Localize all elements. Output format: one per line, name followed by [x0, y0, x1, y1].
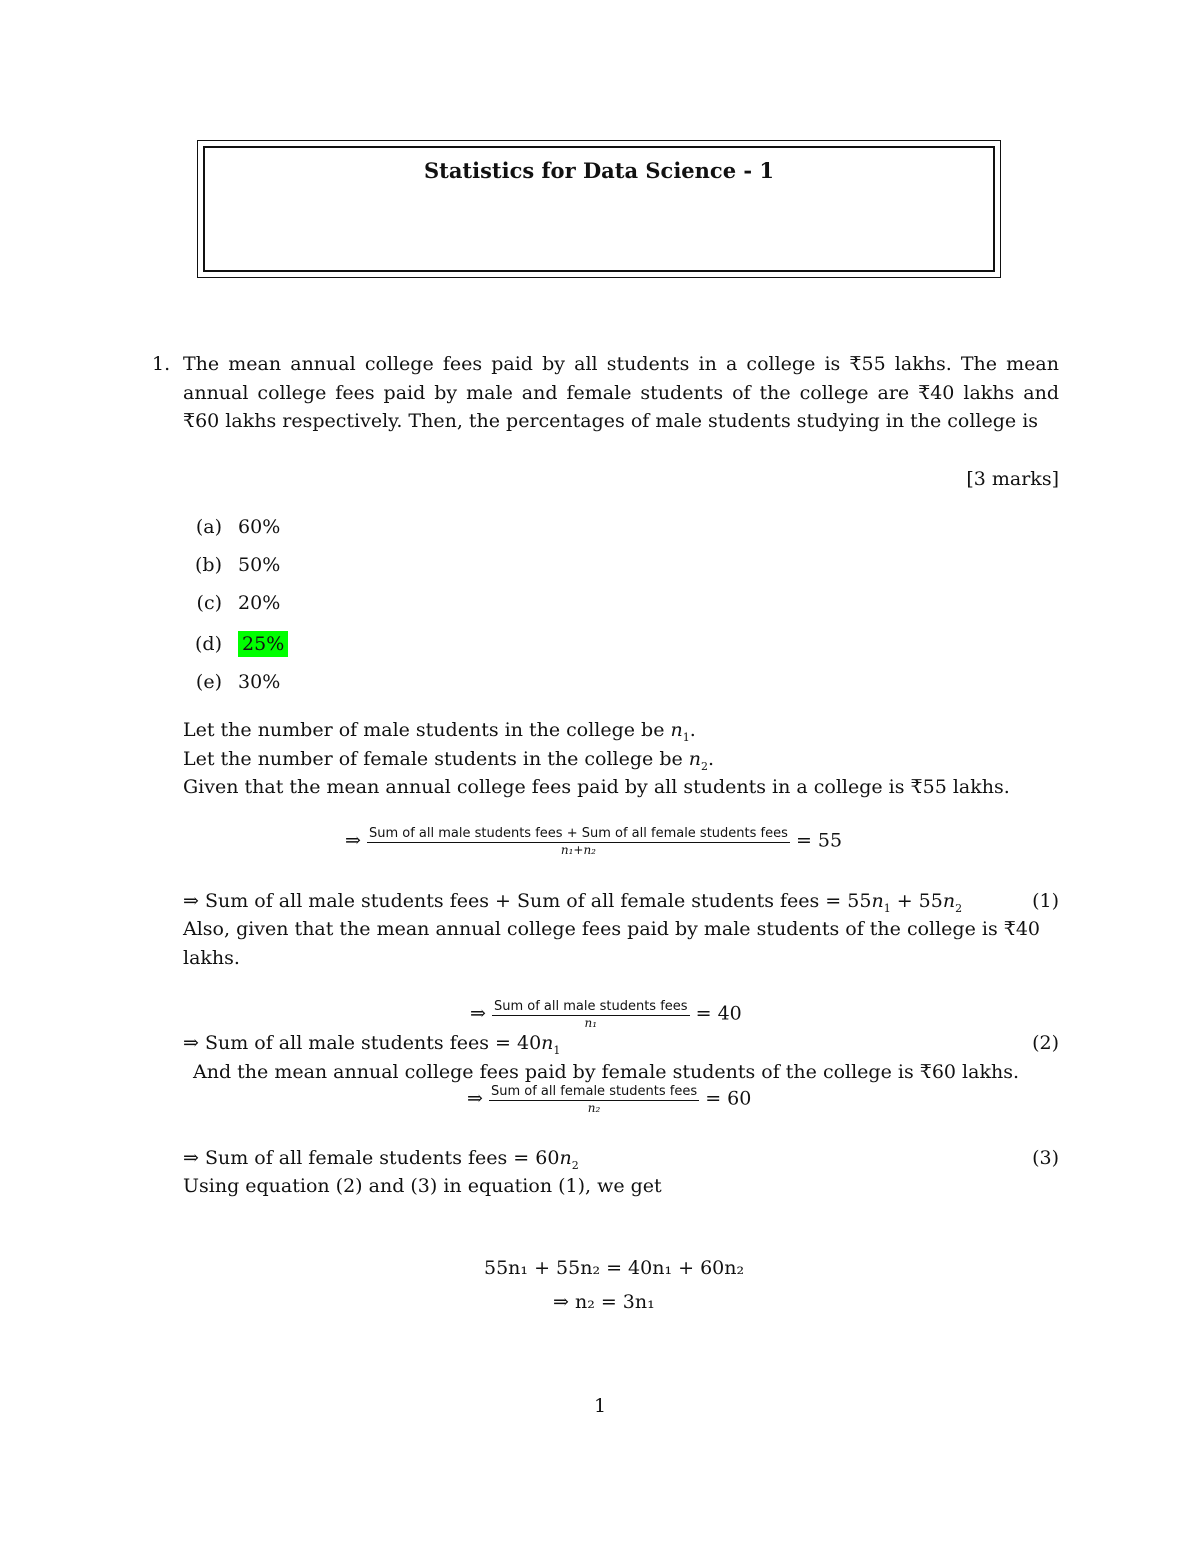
solution-line-6: Using equation (2) and (3) in equation (1), we get: [183, 1175, 662, 1197]
final-equation-2: ⇒ n₂ = 3n₁: [553, 1291, 655, 1313]
option-e-label: (e): [195, 671, 222, 693]
option-b-label: (b): [195, 554, 222, 576]
title-box-inner-border: [203, 146, 995, 272]
equation-fraction-2: ⇒ $\frac{\text{Sum of all male students fees}}{\text{n₁}}$ = 40: [470, 999, 742, 1030]
final-equation-1: 55n₁ + 55n₂ = 40n₁ + 60n₂: [484, 1257, 745, 1279]
option-a: [182, 513, 280, 541]
question-line-3: ₹60 lakhs respectively. Then, the percentages of male students studying in the college is: [183, 410, 1039, 432]
option-b: [182, 551, 280, 579]
fraction-3-denominator: n₂: [587, 1101, 601, 1115]
title-box: [197, 140, 1001, 278]
fraction-2: [492, 999, 690, 1030]
option-e-text: 30%: [238, 671, 281, 693]
option-c-text: 20%: [238, 592, 281, 614]
option-a-label: (a): [195, 516, 222, 538]
fraction-3-rhs: = 60: [705, 1087, 752, 1110]
equation-3-number: (3): [1032, 1147, 1059, 1169]
equation-1-text: Sum of all male students fees + Sum of all female students fees = 55: [204, 890, 872, 912]
solution-line-3: Given that the mean annual college fees paid by all students in a college is ₹55 lakhs.: [183, 776, 1010, 798]
solution-line-2-text: Let the number of female students in the college be: [183, 748, 683, 770]
fraction-1-numerator: Sum of all male students fees + Sum of all female students fees: [368, 826, 788, 841]
option-e: [182, 668, 280, 696]
fraction-3: [489, 1084, 699, 1115]
option-d-label: (d): [195, 633, 222, 655]
fraction-1-denominator: n₁+n₂: [560, 843, 596, 857]
solution-line-5: And the mean annual college fees paid by female students of the college is ₹60 lakhs.: [193, 1061, 1019, 1083]
document-title: Statistics for Data Science - 1: [423, 158, 775, 183]
equation-2: ⇒ Sum of all male students fees = $40n_1$: [183, 1032, 561, 1057]
solution-line-1: Let the number of male students in the college be $n_1$.: [183, 719, 696, 744]
option-b-text: 50%: [238, 554, 281, 576]
equation-1-number: (1): [1032, 890, 1059, 912]
question-number: 1.: [152, 353, 171, 375]
equation-fraction-1: ⇒ Sum of all male students fees + Sum of all female students fees n₁+n₂ = 55: [345, 826, 843, 857]
option-d-text-highlighted: 25%: [238, 631, 288, 657]
question-line-1: The mean annual college fees paid by all students in a college is ₹55 lakhs. The mean: [183, 353, 1059, 375]
equation-3: ⇒ Sum of all female students fees = $60n_2$: [183, 1147, 579, 1172]
option-c-label: (c): [196, 592, 222, 614]
fraction-3-numerator: Sum of all female students fees: [490, 1084, 698, 1099]
fraction-1: [367, 826, 790, 857]
fraction-2-numerator: Sum of all male students fees: [493, 999, 688, 1014]
solution-line-4: Also, given that the mean annual college fees paid by male students of the college is ₹40: [183, 918, 1040, 940]
equation-3-text: Sum of all female students fees = 60: [204, 1147, 560, 1169]
fraction-1-rhs: = 55: [795, 829, 843, 852]
fraction-2-rhs: = 40: [695, 1002, 742, 1025]
equation-fraction-3: ⇒ $\frac{\text{Sum of all female students fees}}{\text{n₂}}$ = 60: [467, 1084, 752, 1115]
page-number: 1: [593, 1395, 607, 1417]
equation-2-number: (2): [1032, 1032, 1059, 1054]
solution-line-2: Let the number of female students in the college be $n_2$.: [183, 748, 715, 773]
option-c: [182, 589, 280, 617]
question-line-2: annual college fees paid by male and female students of the college are ₹40 lakhs and: [183, 382, 1059, 404]
fraction-2-denominator: n₁: [584, 1016, 598, 1030]
equation-2-text: Sum of all male students fees = 40: [204, 1032, 542, 1054]
option-a-text: 60%: [238, 516, 281, 538]
marks-label: [3 marks]: [966, 468, 1059, 490]
equation-1: ⇒ Sum of all male students fees + Sum of all female students fees = $55n_1 + 55n_2$: [183, 890, 963, 915]
solution-line-1-text: Let the number of male students in the college be: [183, 719, 665, 741]
solution-line-4b: lakhs.: [183, 947, 240, 969]
option-d: [182, 630, 288, 658]
